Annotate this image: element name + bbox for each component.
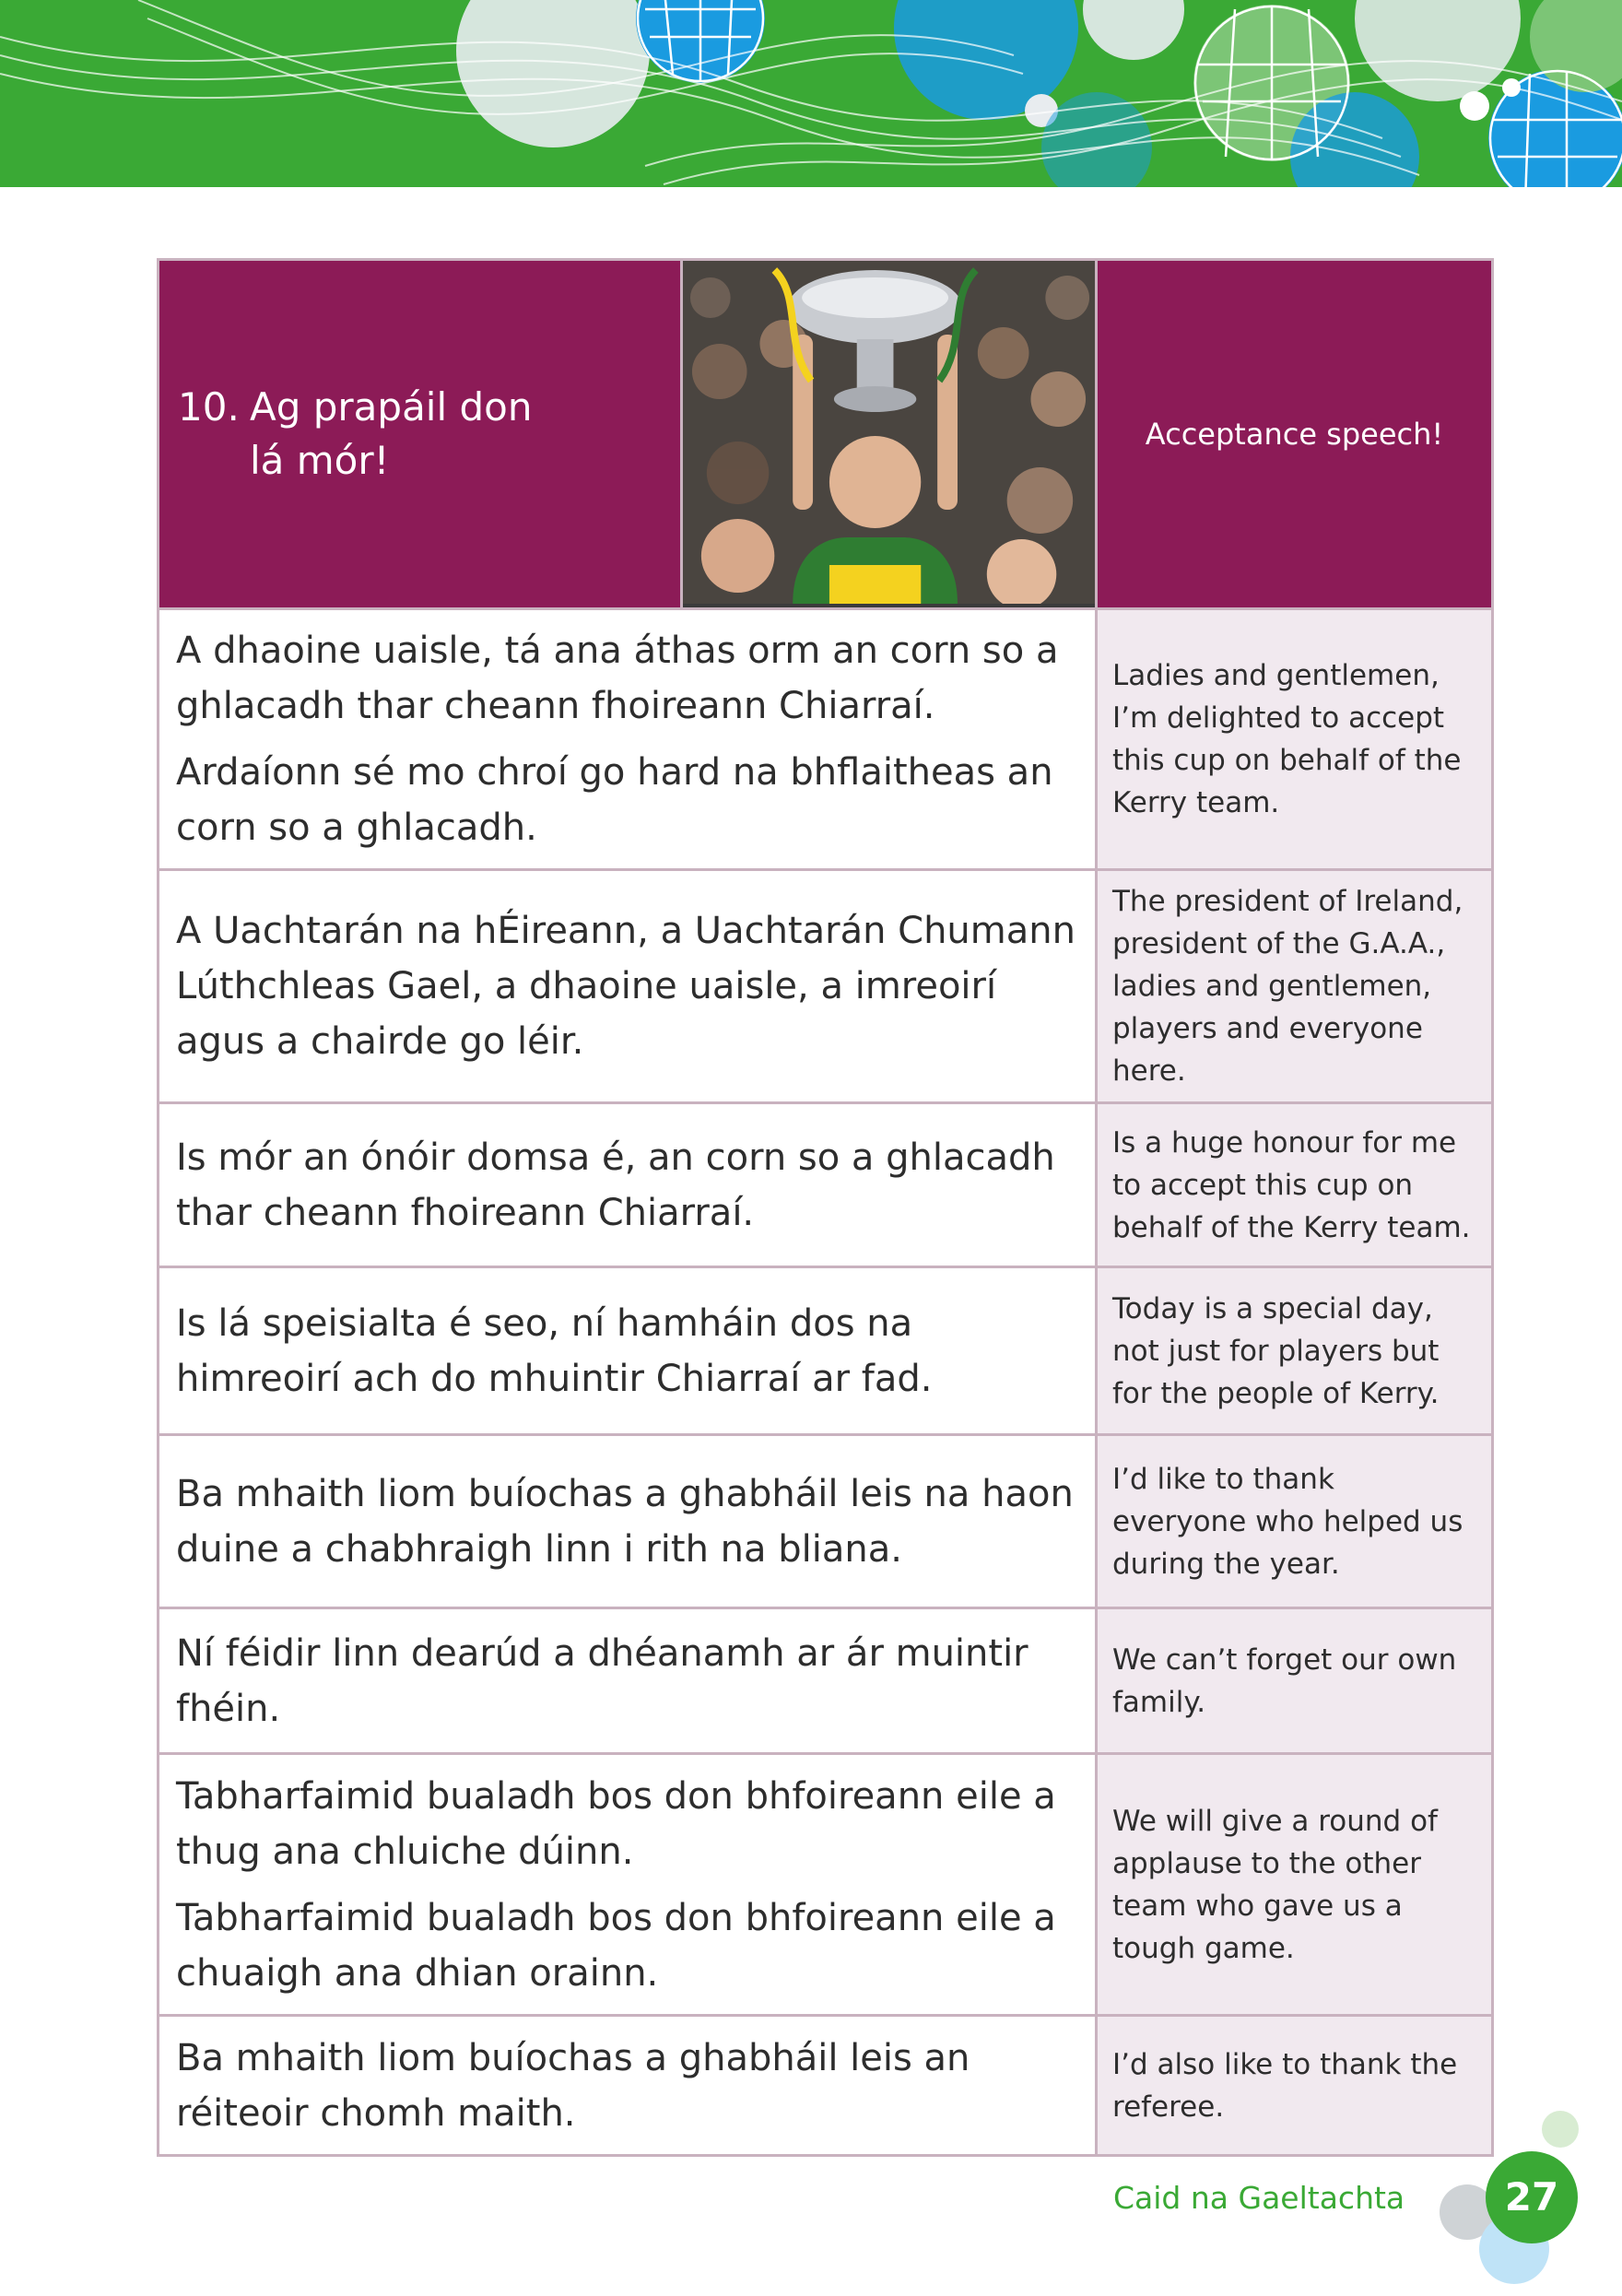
english-translation: Is a huge honour for me to accept this cup on behalf of the Kerry team. [1097,1103,1493,1267]
irish-phrase-text: Ní féidir linn dearúd a dhéanamh ar ár muintir fhéin. [176,1631,1028,1730]
english-translation: Ladies and gentlemen, I’m delighted to accept this cup on behalf of the Kerry team. [1097,609,1493,870]
table-row [159,1754,1493,2016]
irish-phrase [159,870,1097,1103]
phrase-table [157,258,1494,2157]
trophy-lift-photo-icon [683,261,1095,604]
irish-phrase-text: Ba mhaith liom buíochas a ghabháil leis na haon duine a chabhraigh linn i rith na bliana. [176,1472,1074,1571]
irish-phrase [159,1267,1097,1435]
section-title-line2: lá mór! [250,438,390,483]
irish-phrase-text: A dhaoine uaisle, tá ana áthas orm an corn so a ghlacadh thar cheann fhoireann Chiarraí. [176,630,1059,727]
irish-phrase [159,1608,1097,1754]
irish-phrase-text: Ba mhaith liom buíochas a ghabháil leis an réiteoir chomh maith. [176,2036,970,2135]
irish-phrase [159,1103,1097,1267]
table-row [159,1608,1493,1754]
table-row [159,2016,1493,2156]
irish-phrase [159,609,1097,870]
table-row [159,1267,1493,1435]
table-row [159,1435,1493,1608]
english-translation: We will give a round of applause to the other team who gave us a tough game. [1097,1754,1493,2016]
english-translation: We can’t forget our own family. [1097,1608,1493,1754]
english-translation: Today is a special day, not just for players but for the people of Kerry. [1097,1267,1493,1435]
irish-phrase-text: Tabharfaimid bualadh bos don bhfoireann eile a chuaigh ana dhian orainn. [176,1896,1056,1995]
section-number: 10. [178,384,240,430]
english-translation: I’d like to thank everyone who helped us during the year. [1097,1435,1493,1608]
book-title: Caid na Gaeltachta [1113,2180,1405,2216]
trophy-photo [682,260,1097,609]
table-row [159,1103,1493,1267]
english-translation: I’d also like to thank the referee. [1097,2016,1493,2156]
section-title [159,260,682,609]
english-translation: The president of Ireland, president of the G.A.A., ladies and gentlemen, players and everyone here. [1097,870,1493,1103]
section-title-translation: Acceptance speech! [1097,260,1493,609]
irish-phrase-text: Ardaíonn sé mo chroí go hard na bhflaitheas an corn so a ghlacadh. [176,751,1053,849]
irish-phrase-text: Is lá speisialta é seo, ní hamháin dos na himreoirí ach do mhuintir Chiarraí ar fad. [176,1301,933,1400]
page-number: 27 [1504,2174,1559,2219]
irish-phrase-text: A Uachtarán na hÉireann, a Uachtarán Chumann Lúthchleas Gael, a dhaoine uaisle, a imreoirí agus a chairde go léir. [176,910,1075,1063]
irish-phrase [159,2016,1097,2156]
table-row [159,609,1493,870]
irish-phrase-text: Tabharfaimid bualadh bos don bhfoireann eile a thug ana chluiche dúinn. [176,1774,1056,1873]
header-banner [0,0,1622,187]
section-title-line1: Ag prapáil don [250,384,533,430]
irish-phrase-text: Is mór an ónóir domsa é, an corn so a ghlacadh thar cheann fhoireann Chiarraí. [176,1136,1055,1234]
table-row [159,870,1493,1103]
irish-phrase [159,1754,1097,2016]
irish-phrase [159,1435,1097,1608]
table-header-row [159,260,1493,609]
